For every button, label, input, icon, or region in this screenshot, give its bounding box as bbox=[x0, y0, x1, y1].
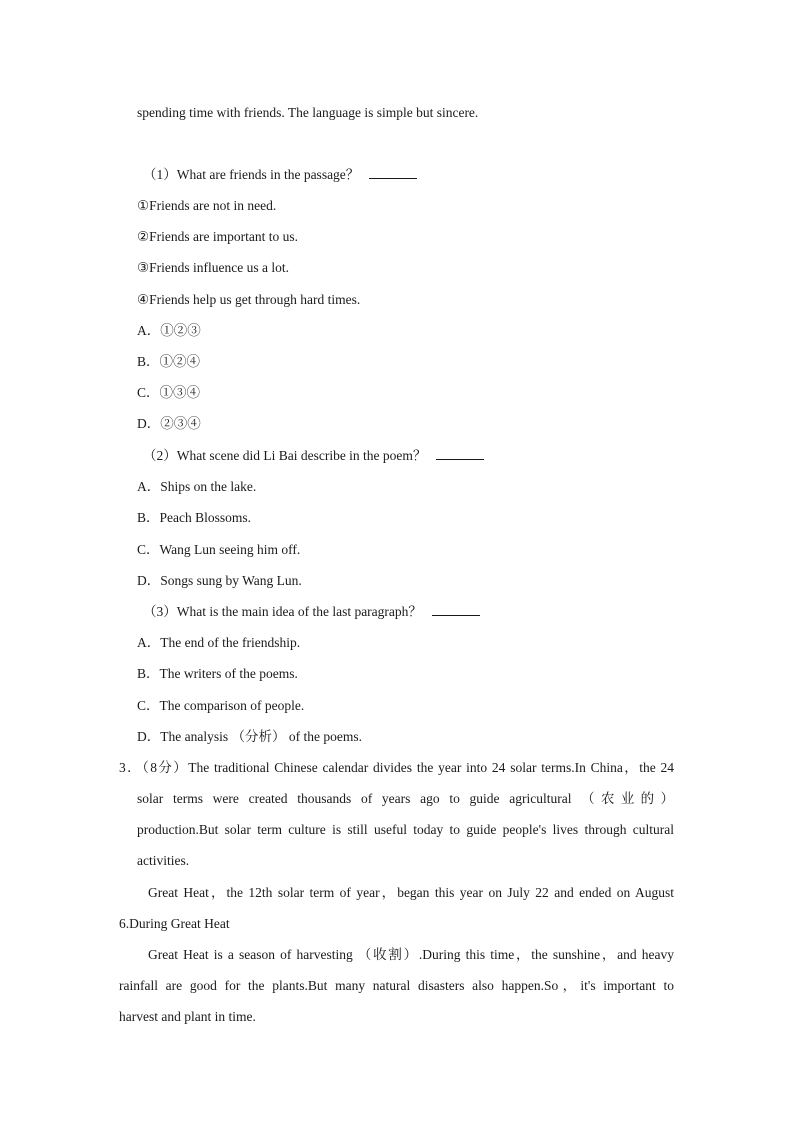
section-3-line-4: activities. bbox=[137, 853, 190, 868]
q2-option-c[interactable]: C．Wang Lun seeing him off. bbox=[137, 542, 301, 557]
question-2-stem bbox=[143, 447, 484, 465]
q2-option-b[interactable]: B．Peach Blossoms. bbox=[137, 510, 252, 525]
q3-option-d[interactable]: D．The analysis （分析） of the poems. bbox=[137, 729, 362, 744]
para-3-line-1: Great Heat is a season of harvesting （收割）.During this time，the sunshine，and heavy bbox=[148, 947, 674, 962]
q3-option-c[interactable]: C．The comparison of people. bbox=[137, 698, 305, 713]
answer-blank-1[interactable] bbox=[369, 166, 417, 179]
para-2-line-2: 6.During Great Heat bbox=[119, 916, 230, 931]
q1-option-c[interactable]: C．①③④ bbox=[137, 385, 201, 400]
section-3-line-1: 3．（8分）The traditional Chinese calendar divides the year into 24 solar terms.In China，the 24 bbox=[119, 760, 674, 775]
section-3-line-3: production.But solar term culture is still useful today to guide people's lives through cultural bbox=[137, 822, 674, 837]
q1-option-d[interactable]: D．②③④ bbox=[137, 416, 201, 431]
q1-option-a[interactable]: A．①②③ bbox=[137, 323, 201, 338]
intro-line: spending time with friends. The language is simple but sincere. bbox=[137, 105, 479, 120]
statement-1: ①Friends are not in need. bbox=[137, 198, 277, 213]
para-3-line-3: harvest and plant in time. bbox=[119, 1009, 256, 1024]
statement-4: ④Friends help us get through hard times. bbox=[137, 292, 361, 307]
answer-blank-3[interactable] bbox=[432, 603, 480, 616]
question-2-text: （2）What scene did Li Bai describe in the poem？ bbox=[143, 448, 427, 463]
q1-option-b[interactable]: B．①②④ bbox=[137, 354, 201, 369]
para-2-line-1: Great Heat，the 12th solar term of year，began this year on July 22 and ended on August bbox=[148, 885, 674, 900]
question-3-stem bbox=[143, 603, 480, 621]
q2-option-d[interactable]: D．Songs sung by Wang Lun. bbox=[137, 573, 302, 588]
question-1-stem bbox=[143, 166, 417, 184]
statement-2: ②Friends are important to us. bbox=[137, 229, 298, 244]
statement-3: ③Friends influence us a lot. bbox=[137, 260, 289, 275]
answer-blank-2[interactable] bbox=[436, 447, 484, 460]
section-3-line-2: solar terms were created thousands of years ago to guide agricultural （农业的） bbox=[137, 791, 674, 806]
q3-option-a[interactable]: A．The end of the friendship. bbox=[137, 635, 301, 650]
para-3-line-2: rainfall are good for the plants.But many natural disasters also happen.So，it's important to bbox=[119, 978, 674, 993]
q3-option-b[interactable]: B．The writers of the poems. bbox=[137, 666, 298, 681]
question-1-text: （1）What are friends in the passage？ bbox=[143, 167, 360, 182]
question-3-text: （3）What is the main idea of the last paragraph？ bbox=[143, 604, 422, 619]
q2-option-a[interactable]: A．Ships on the lake. bbox=[137, 479, 257, 494]
